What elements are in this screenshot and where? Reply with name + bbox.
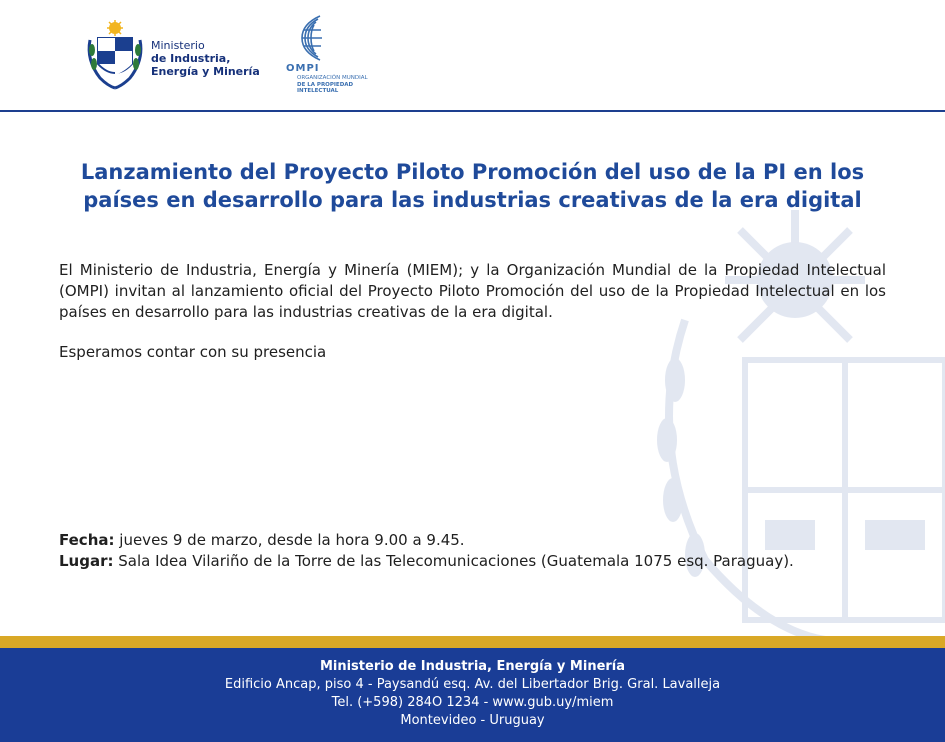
ompi-subtitle-line-2: DE LA PROPIEDAD [297,81,354,88]
ompi-globe-logo [294,14,328,62]
footer-ministry-name: Ministerio de Industria, Energía y Minería [319,659,626,674]
closing-line: Esperamos contar con su presencia [59,343,327,361]
page-title: Lanzamiento del Proyecto Piloto Promoción del uso de la PI en los países en desarrollo para las industrias creativas de la era digital [80,160,865,212]
event-place-value: Sala Idea Vilariño de la Torre de las Telecomunicaciones (Guatemala 1075 esq. Paraguay). [113,552,794,570]
invitation-body: El Ministerio de Industria, Energía y Minería (MIEM); y la Organización Mundial de la Propiedad Intelectual (OMPI) invitan al lanzamiento oficial del Proyecto Piloto Promoción del uso de la Propiedad Intelectual en los países en desarrollo para las industrias creativas de la era digital. [59,261,886,321]
footer-gold-band [0,636,945,648]
ompi-subtitle-line-3: INTELECTUAL [297,88,339,94]
event-place-label: Lugar: [59,552,114,570]
ompi-subtitle-line-1: ORGANIZACIÓN MUNDIAL [297,75,368,81]
miem-logo-line-2: de Industria, [151,52,231,65]
footer [0,648,945,742]
header [0,0,945,112]
footer-city: Montevideo - Uruguay [400,713,545,728]
event-details [59,530,794,572]
event-place [59,551,794,572]
miem-logo-line-3: Energía y Minería [151,65,260,78]
uruguay-coat-of-arms-logo [84,20,146,90]
miem-logo-text [151,39,260,78]
event-date [59,530,794,551]
event-date-value: jueves 9 de marzo, desde la hora 9.00 a 9.45. [114,531,465,549]
event-date-label: Fecha: [59,531,115,549]
ompi-subtitle [297,75,368,95]
header-divider [0,110,945,112]
footer-address: Edificio Ancap, piso 4 - Paysandú esq. Av. del Libertador Brig. Gral. Lavalleja [224,677,721,692]
ompi-name: OMPI [286,63,320,74]
miem-logo-line-1: Ministerio [151,39,205,52]
footer-contact: Tel. (+598) 284O 1234 - www.gub.uy/miem [331,695,614,710]
